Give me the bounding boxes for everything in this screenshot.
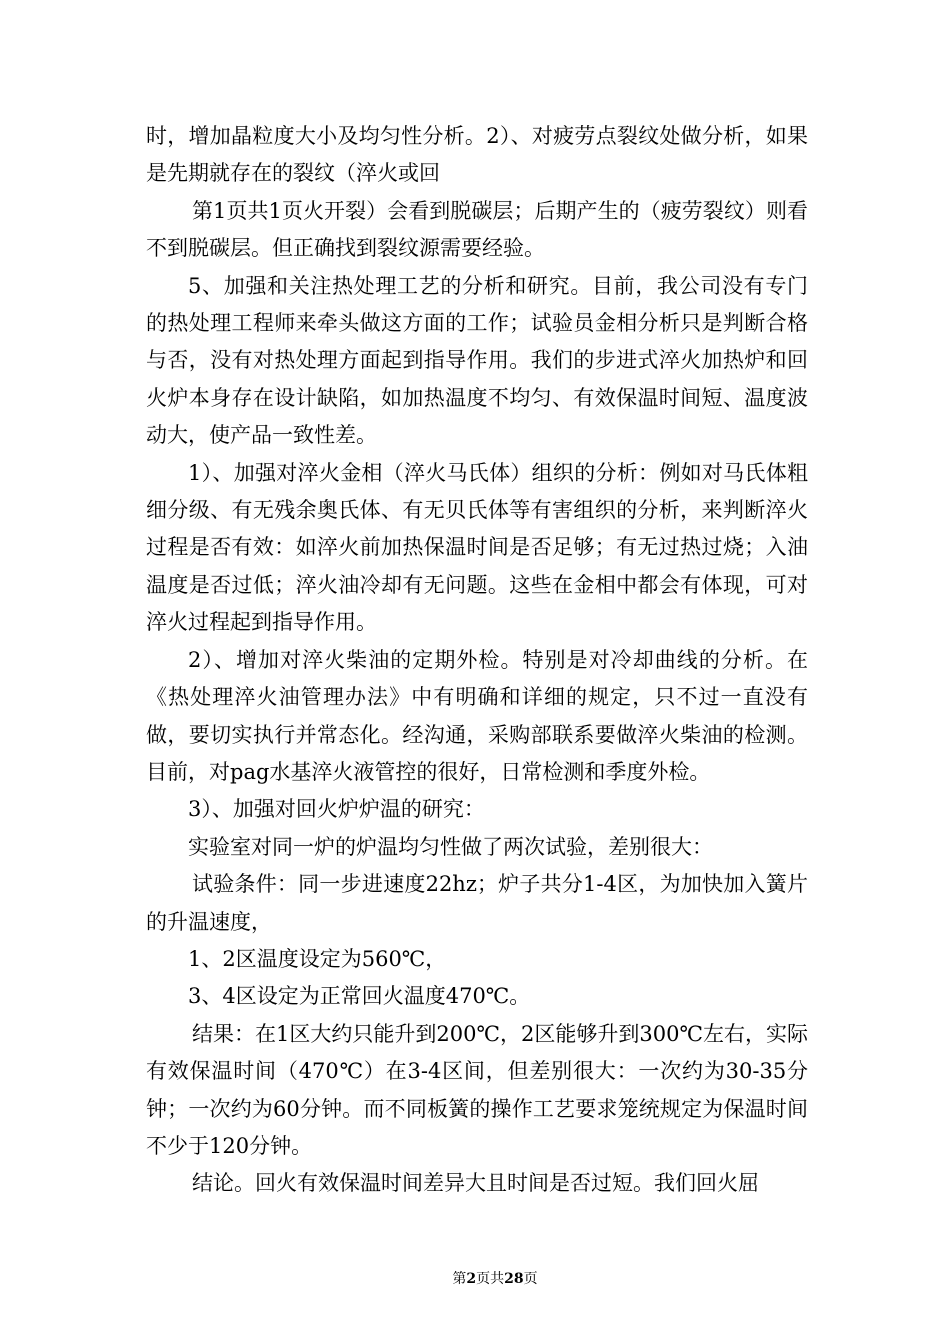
paragraph-zone-1-2: 1、2区温度设定为560℃， xyxy=(188,946,447,971)
footer-page-number: 2 xyxy=(466,1271,477,1287)
paragraph-decarburization: 第1页共1页火开裂）会看到脱碳层；后期产生的（疲劳裂纹）则看不到脱碳层。但正确找到裂纹源需要经验。 xyxy=(146,198,808,261)
paragraph-results: 结果：在1区大约只能升到200℃，2区能够升到300℃左右，实际有效保温时间（470℃）在3-4区间，但差别很大：一次约为30-35分钟；一次约为60分钟。而不同板簧的操作工艺要求笼统规定为保温时间不少于120分钟。 xyxy=(146,1021,808,1158)
paragraph-conclusion: 结论。回火有效保温时间差异大且时间是否过短。我们回火屈 xyxy=(192,1171,759,1196)
document-body xyxy=(146,118,808,1203)
page-footer xyxy=(0,1270,950,1288)
paragraph-tempering-furnace: 3）、加强对回火炉炉温的研究： xyxy=(188,797,485,822)
footer-middle: 页共 xyxy=(476,1271,505,1287)
paragraph-lab-test: 实验室对同一炉的炉温均匀性做了两次试验，差别很大： xyxy=(188,834,713,859)
footer-suffix: 页 xyxy=(523,1271,538,1287)
paragraph-quench-oil-inspection: 2）、增加对淬火柴油的定期外检。特别是对冷却曲线的分析。在《热处理淬火油管理办法》中有明确和详细的规定，只不过一直没有做，要切实执行并常态化。经沟通，采购部联系要做淬火柴油的检测。目前，对pag水基淬火液管控的很好，日常检测和季度外检。 xyxy=(146,647,808,784)
footer-prefix: 第 xyxy=(452,1271,467,1287)
paragraph-zone-3-4: 3、4区设定为正常回火温度470℃。 xyxy=(188,984,531,1009)
paragraph-heat-treatment: 5、加强和关注热处理工艺的分析和研究。目前，我公司没有专门的热处理工程师来牵头做这方面的工作；试验员金相分析只是判断合格与否，没有对热处理方面起到指导作用。我们的步进式淬火加热炉和回火炉本身存在设计缺陷，如加热温度不均匀、有效保温时间短、温度波动大，使产品一致性差。 xyxy=(146,273,808,448)
footer-total-pages: 28 xyxy=(504,1271,524,1287)
paragraph-test-conditions: 试验条件：同一步进速度22hz；炉子共分1-4区，为加快加入簧片的升温速度， xyxy=(146,872,808,934)
paragraph-grain-analysis: 时，增加晶粒度大小及均匀性分析。2）、对疲劳点裂纹处做分析，如果是先期就存在的裂纹（淬火或回 xyxy=(146,124,808,186)
paragraph-quench-metallography: 1）、加强对淬火金相（淬火马氏体）组织的分析：例如对马氏体粗细分级、有无残余奥氏体、有无贝氏体等有害组织的分析，来判断淬火过程是否有效：如淬火前加热保温时间是否足够；有无过热过烧；入油温度是否过低；淬火油冷却有无问题。这些在金相中都会有体现，可对淬火过程起到指导作用。 xyxy=(146,460,808,635)
